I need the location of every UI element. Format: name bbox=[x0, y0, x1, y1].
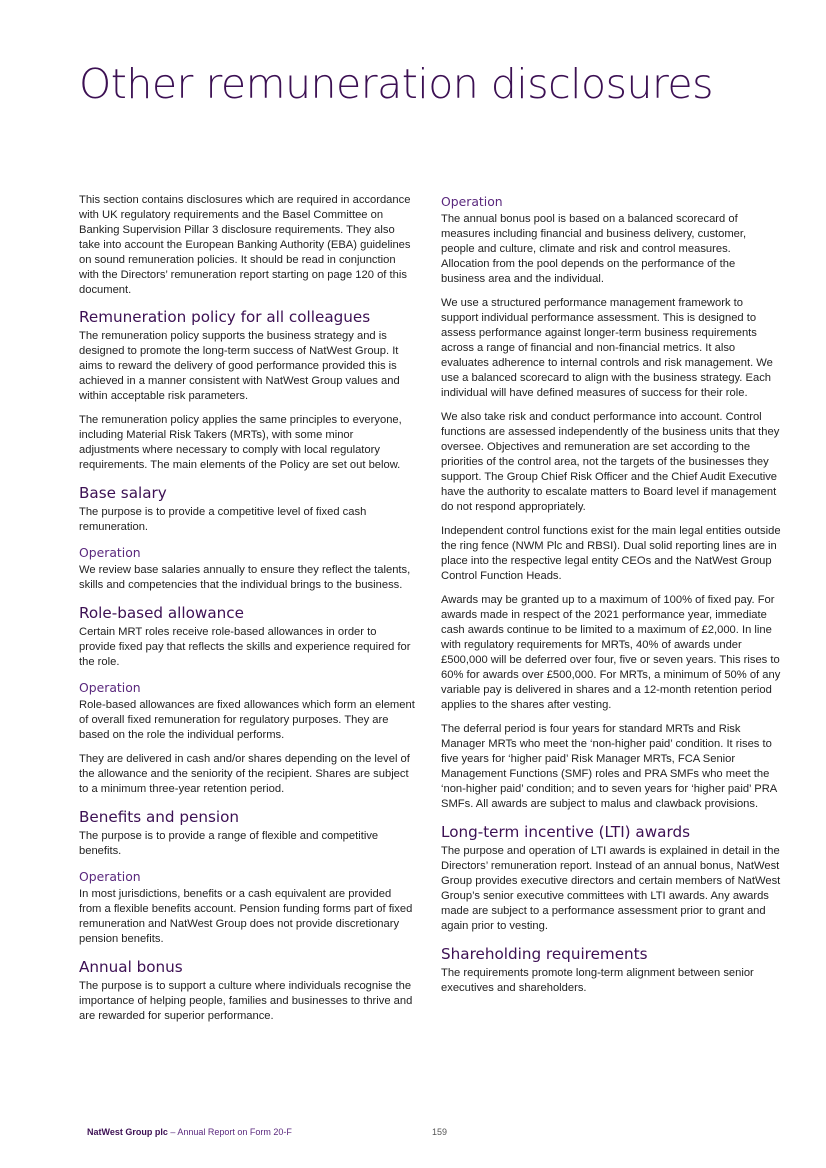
paragraph: The purpose is to provide a range of flexible and competitive benefits. bbox=[79, 830, 379, 857]
footer-brand: NatWest Group plc bbox=[87, 1127, 168, 1137]
right-column bbox=[441, 193, 781, 1005]
left-column bbox=[79, 193, 415, 1033]
subheading-operation: Operation bbox=[79, 545, 141, 560]
subheading-operation: Operation bbox=[441, 194, 503, 209]
intro-paragraph: This section contains disclosures which are required in accordance with UK regulatory requirements and the Basel Committee on Banking Supervision Pillar 3 disclosure requirements. They also take into account the European Banking Authority (EBA) guidelines on sound remuneration policies. It should be read in conjunction with the Directors’ remuneration report starting on page 120 of this document. bbox=[79, 194, 411, 296]
paragraph: In most jurisdictions, benefits or a cash equivalent are provided from a flexible benefits account. Pension funding forms part of fixed remuneration and NatWest Group does not provide discretionary pension benefits. bbox=[79, 888, 413, 945]
paragraph: The purpose is to support a culture where individuals recognise the importance of helping people, families and businesses to thrive and are rewarded for superior performance. bbox=[79, 980, 413, 1022]
paragraph: We also take risk and conduct performance into account. Control functions are assessed independently of the business units that they oversee. Objectives and remuneration are set according to the priorities of the control area, not the targets of the businesses they support. The Group Chief Risk Officer and the Chief Audit Executive have the authority to escalate matters to Board level if management do not respond appropriately. bbox=[441, 411, 780, 513]
page-number: 159 bbox=[432, 1127, 448, 1137]
section-heading-benefits-and-pension: Benefits and pension bbox=[79, 808, 240, 826]
paragraph: Role-based allowances are fixed allowances which form an element of overall fixed remuneration for regulatory purposes. They are based on the role the individual performs. bbox=[79, 699, 415, 741]
paragraph: Independent control functions exist for the main legal entities outside the ring fence (NWM Plc and RBSI). Dual solid reporting lines are in place into the respective legal entity CEOs and the NatWest Group Control Function Heads. bbox=[441, 525, 781, 582]
paragraph: The purpose is to provide a competitive level of fixed cash remuneration. bbox=[79, 506, 367, 533]
paragraph: The remuneration policy applies the same principles to everyone, including Material Risk Takers (MRTs), with some minor adjustments where necessary to comply with local regulatory requirements. The main elements of the Policy are set out below. bbox=[79, 414, 402, 471]
paragraph: The requirements promote long-term alignment between senior executives and shareholders. bbox=[441, 967, 754, 994]
paragraph: We use a structured performance management framework to support individual performance assessment. This is designed to assess performance against longer-term business requirements across a range of financial and non-financial metrics. It also evaluates adherence to internal controls and risk management. We use a balanced scorecard to align with the business strategy. Each individual will have defined measures of success for their role. bbox=[441, 297, 773, 399]
section-heading-remuneration-policy: Remuneration policy for all colleagues bbox=[79, 308, 371, 326]
section-heading-lti-awards: Long-term incentive (LTI) awards bbox=[441, 823, 690, 841]
footer-document-title: Annual Report on Form 20-F bbox=[177, 1127, 292, 1137]
paragraph: The remuneration policy supports the business strategy and is designed to promote the long-term success of NatWest Group. It aims to reward the delivery of good performance provided this is achieved in a manner consistent with NatWest Group values and within acceptable risk parameters. bbox=[79, 330, 400, 402]
section-heading-shareholding-requirements: Shareholding requirements bbox=[441, 945, 648, 963]
section-heading-base-salary: Base salary bbox=[79, 484, 167, 502]
paragraph: The deferral period is four years for standard MRTs and Risk Manager MRTs who meet the ‘non-higher paid’ condition. It rises to five years for ‘higher paid’ Risk Manager MRTs, FCA Senior Management Functions (SMF) roles and PRA SMFs who meet the ‘non-higher paid’ condition; and to seven years for ‘higher paid’ PRA SMFs. All awards are subject to malus and clawback provisions. bbox=[441, 723, 777, 810]
footer-separator: – bbox=[167, 1127, 178, 1137]
paragraph: We review base salaries annually to ensure they reflect the talents, skills and competencies that the individual brings to the business. bbox=[79, 564, 411, 591]
footer bbox=[87, 1126, 292, 1138]
paragraph: Awards may be granted up to a maximum of 100% of fixed pay. For awards made in respect of the 2021 performance year, immediate cash awards continue to be limited to a maximum of £2,000. In line with regulatory requirements for MRTs, 40% of awards under £500,000 will be deferred over four, five or seven years. This rises to 60% for awards over £500,000. For MRTs, a minimum of 50% of any variable pay is delivered in shares and a 12-month retention period applies to the shares after vesting. bbox=[441, 594, 781, 711]
paragraph: They are delivered in cash and/or shares depending on the level of the allowance and the seniority of the recipient. Shares are subject to a minimum three-year retention period. bbox=[79, 753, 410, 795]
page-title: Other remuneration disclosures bbox=[79, 60, 713, 108]
paragraph: The annual bonus pool is based on a balanced scorecard of measures including financial and business delivery, customer, people and culture, climate and risk and control measures. Allocation from the pool depends on the performance of the business area and the individual. bbox=[441, 213, 747, 285]
section-heading-role-based-allowance: Role-based allowance bbox=[79, 604, 244, 622]
subheading-operation: Operation bbox=[79, 869, 141, 884]
paragraph: Certain MRT roles receive role-based allowances in order to provide fixed pay that reflects the skills and experience required for the role. bbox=[79, 626, 411, 668]
subheading-operation: Operation bbox=[79, 680, 141, 695]
section-heading-annual-bonus: Annual bonus bbox=[79, 958, 183, 976]
paragraph: The purpose and operation of LTI awards is explained in detail in the Directors’ remuneration report. Instead of an annual bonus, NatWest Group provides executive directors and certain members of NatWest Group’s senior executive committees with LTI awards. Any awards made are subject to a performance assessment prior to grant and again prior to vesting. bbox=[441, 845, 781, 932]
